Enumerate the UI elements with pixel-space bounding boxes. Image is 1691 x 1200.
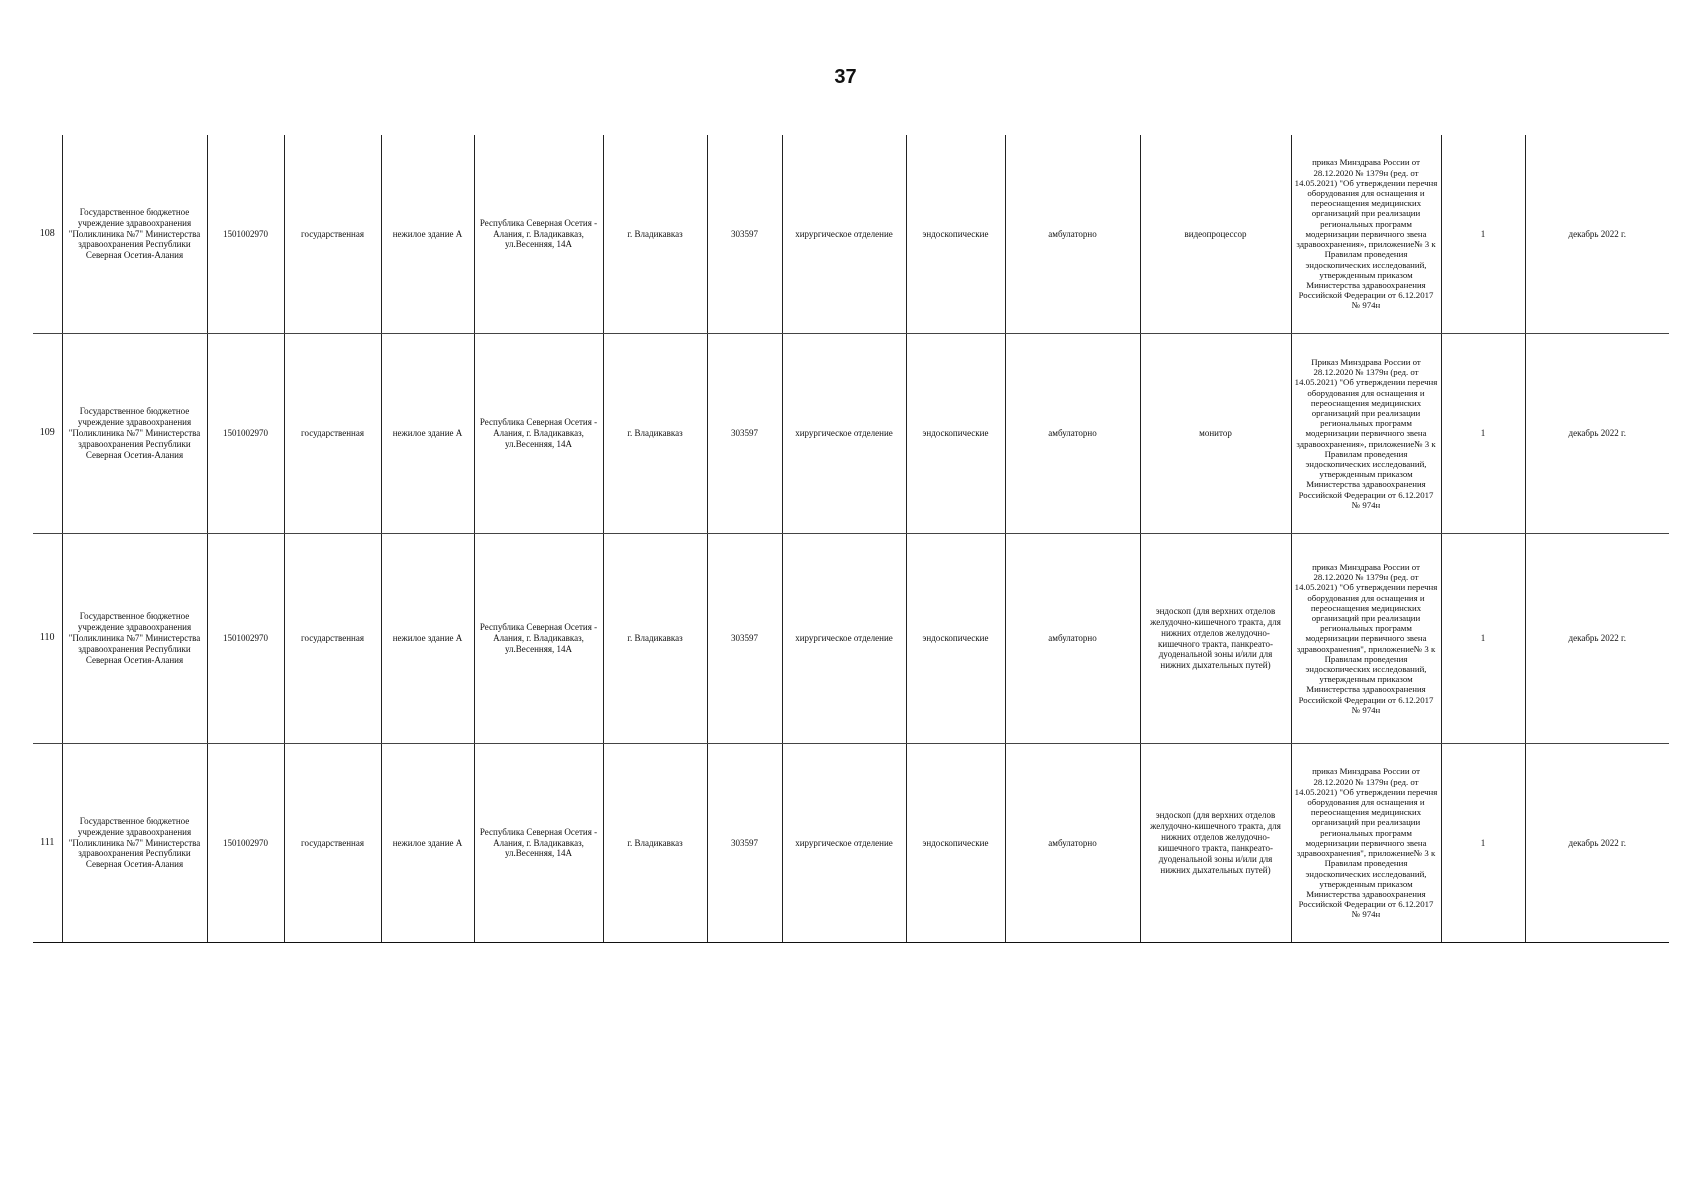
address-cell: Республика Северная Осетия - Алания, г. Владикавказ, ул.Весенняя, 14А xyxy=(474,334,603,534)
building-cell: нежилое здание А xyxy=(381,135,474,334)
oktmo-cell: 303597 xyxy=(707,334,782,534)
table-row xyxy=(33,135,1669,334)
city-cell: г. Владикавказ xyxy=(603,135,707,334)
regulation-cell: Приказ Минздрава России от 28.12.2020 № 1379н (ред. от 14.05.2021) "Об утверждении перечня оборудования для оснащения и переоснащения медицинских организаций при реализации региональных программ модернизации первичного звена здравоохранения», приложение№ 3 к Правилам проведения эндоскопических исследований, утвержденным приказом Министерства здравоохранения Российской Федерации от 6.12.2017 № 974н xyxy=(1291,334,1441,534)
city-cell: г. Владикавказ xyxy=(603,334,707,534)
research-type-cell: эндоскопические xyxy=(906,334,1005,534)
organization-cell: Государственное бюджетное учреждение здравоохранения "Поликлиника №7" Министерства здравоохранения Республики Северная Осетия-Алания xyxy=(62,334,207,534)
date-cell: декабрь 2022 г. xyxy=(1525,334,1669,534)
department-cell: хирургическое отделение xyxy=(782,534,906,744)
address-cell: Республика Северная Осетия - Алания, г. Владикавказ, ул.Весенняя, 14А xyxy=(474,534,603,744)
department-cell: хирургическое отделение xyxy=(782,135,906,334)
equipment-cell: эндоскоп (для верхних отделов желудочно-кишечного тракта, для нижних отделов желудочно-кишечного тракта, панкреато-дуоденальной зоны и/или для нижних дыхательных путей) xyxy=(1140,744,1291,943)
city-cell: г. Владикавказ xyxy=(603,534,707,744)
research-type-cell: эндоскопические xyxy=(906,135,1005,334)
building-cell: нежилое здание А xyxy=(381,534,474,744)
organization-cell: Государственное бюджетное учреждение здравоохранения "Поликлиника №7" Министерства здравоохранения Республики Северная Осетия-Алания xyxy=(62,135,207,334)
equipment-table-wrapper xyxy=(33,135,1669,943)
regulation-cell: приказ Минздрава России от 28.12.2020 № 1379н (ред. от 14.05.2021) "Об утверждении перечня оборудования для оснащения и переоснащения медицинских организаций при реализации региональных программ модернизации первичного звена здравоохранения", приложение№ 3 к Правилам проведения эндоскопических исследований, утвержденным приказом Министерства здравоохранения Российской Федерации от 6.12.2017 № 974н xyxy=(1291,534,1441,744)
care-mode-cell: амбулаторно xyxy=(1005,744,1140,943)
research-type-cell: эндоскопические xyxy=(906,534,1005,744)
table-row xyxy=(33,334,1669,534)
equipment-cell: видеопроцессор xyxy=(1140,135,1291,334)
organization-cell: Государственное бюджетное учреждение здравоохранения "Поликлиника №7" Министерства здравоохранения Республики Северная Осетия-Алания xyxy=(62,534,207,744)
table-row xyxy=(33,534,1669,744)
date-cell: декабрь 2022 г. xyxy=(1525,534,1669,744)
city-cell: г. Владикавказ xyxy=(603,744,707,943)
ownership-cell: государственная xyxy=(284,744,381,943)
inn-cell: 1501002970 xyxy=(207,744,284,943)
care-mode-cell: амбулаторно xyxy=(1005,135,1140,334)
quantity-cell: 1 xyxy=(1441,135,1525,334)
department-cell: хирургическое отделение xyxy=(782,334,906,534)
quantity-cell: 1 xyxy=(1441,534,1525,744)
row-number-cell: 111 xyxy=(33,744,62,943)
oktmo-cell: 303597 xyxy=(707,744,782,943)
date-cell: декабрь 2022 г. xyxy=(1525,135,1669,334)
equipment-cell: эндоскоп (для верхних отделов желудочно-кишечного тракта, для нижних отделов желудочно-кишечного тракта, панкреато-дуоденальной зоны и/или для нижних дыхательных путей) xyxy=(1140,534,1291,744)
row-number-cell: 110 xyxy=(33,534,62,744)
department-cell: хирургическое отделение xyxy=(782,744,906,943)
row-number-cell: 108 xyxy=(33,135,62,334)
ownership-cell: государственная xyxy=(284,334,381,534)
equipment-table xyxy=(33,135,1669,943)
quantity-cell: 1 xyxy=(1441,744,1525,943)
regulation-cell: приказ Минздрава России от 28.12.2020 № 1379н (ред. от 14.05.2021) "Об утверждении перечня оборудования для оснащения и переоснащения медицинских организаций при реализации региональных программ модернизации первичного звена здравоохранения", приложение№ 3 к Правилам проведения эндоскопических исследований, утвержденным приказом Министерства здравоохранения Российской Федерации от 6.12.2017 № 974н xyxy=(1291,744,1441,943)
ownership-cell: государственная xyxy=(284,534,381,744)
address-cell: Республика Северная Осетия - Алания, г. Владикавказ, ул.Весенняя, 14А xyxy=(474,135,603,334)
research-type-cell: эндоскопические xyxy=(906,744,1005,943)
ownership-cell: государственная xyxy=(284,135,381,334)
regulation-cell: приказ Минздрава России от 28.12.2020 № 1379н (ред. от 14.05.2021) "Об утверждении перечня оборудования для оснащения и переоснащения медицинских организаций при реализации региональных программ модернизации первичного звена здравоохранения», приложение№ 3 к Правилам проведения эндоскопических исследований, утвержденным приказом Министерства здравоохранения Российской Федерации от 6.12.2017 № 974н xyxy=(1291,135,1441,334)
quantity-cell: 1 xyxy=(1441,334,1525,534)
table-row xyxy=(33,744,1669,943)
address-cell: Республика Северная Осетия - Алания, г. Владикавказ, ул.Весенняя, 14А xyxy=(474,744,603,943)
care-mode-cell: амбулаторно xyxy=(1005,334,1140,534)
building-cell: нежилое здание А xyxy=(381,334,474,534)
inn-cell: 1501002970 xyxy=(207,334,284,534)
oktmo-cell: 303597 xyxy=(707,135,782,334)
organization-cell: Государственное бюджетное учреждение здравоохранения "Поликлиника №7" Министерства здравоохранения Республики Северная Осетия-Алания xyxy=(62,744,207,943)
equipment-cell: монитор xyxy=(1140,334,1291,534)
inn-cell: 1501002970 xyxy=(207,534,284,744)
row-number-cell: 109 xyxy=(33,334,62,534)
care-mode-cell: амбулаторно xyxy=(1005,534,1140,744)
page-number: 37 xyxy=(834,66,857,88)
date-cell: декабрь 2022 г. xyxy=(1525,744,1669,943)
building-cell: нежилое здание А xyxy=(381,744,474,943)
oktmo-cell: 303597 xyxy=(707,534,782,744)
inn-cell: 1501002970 xyxy=(207,135,284,334)
